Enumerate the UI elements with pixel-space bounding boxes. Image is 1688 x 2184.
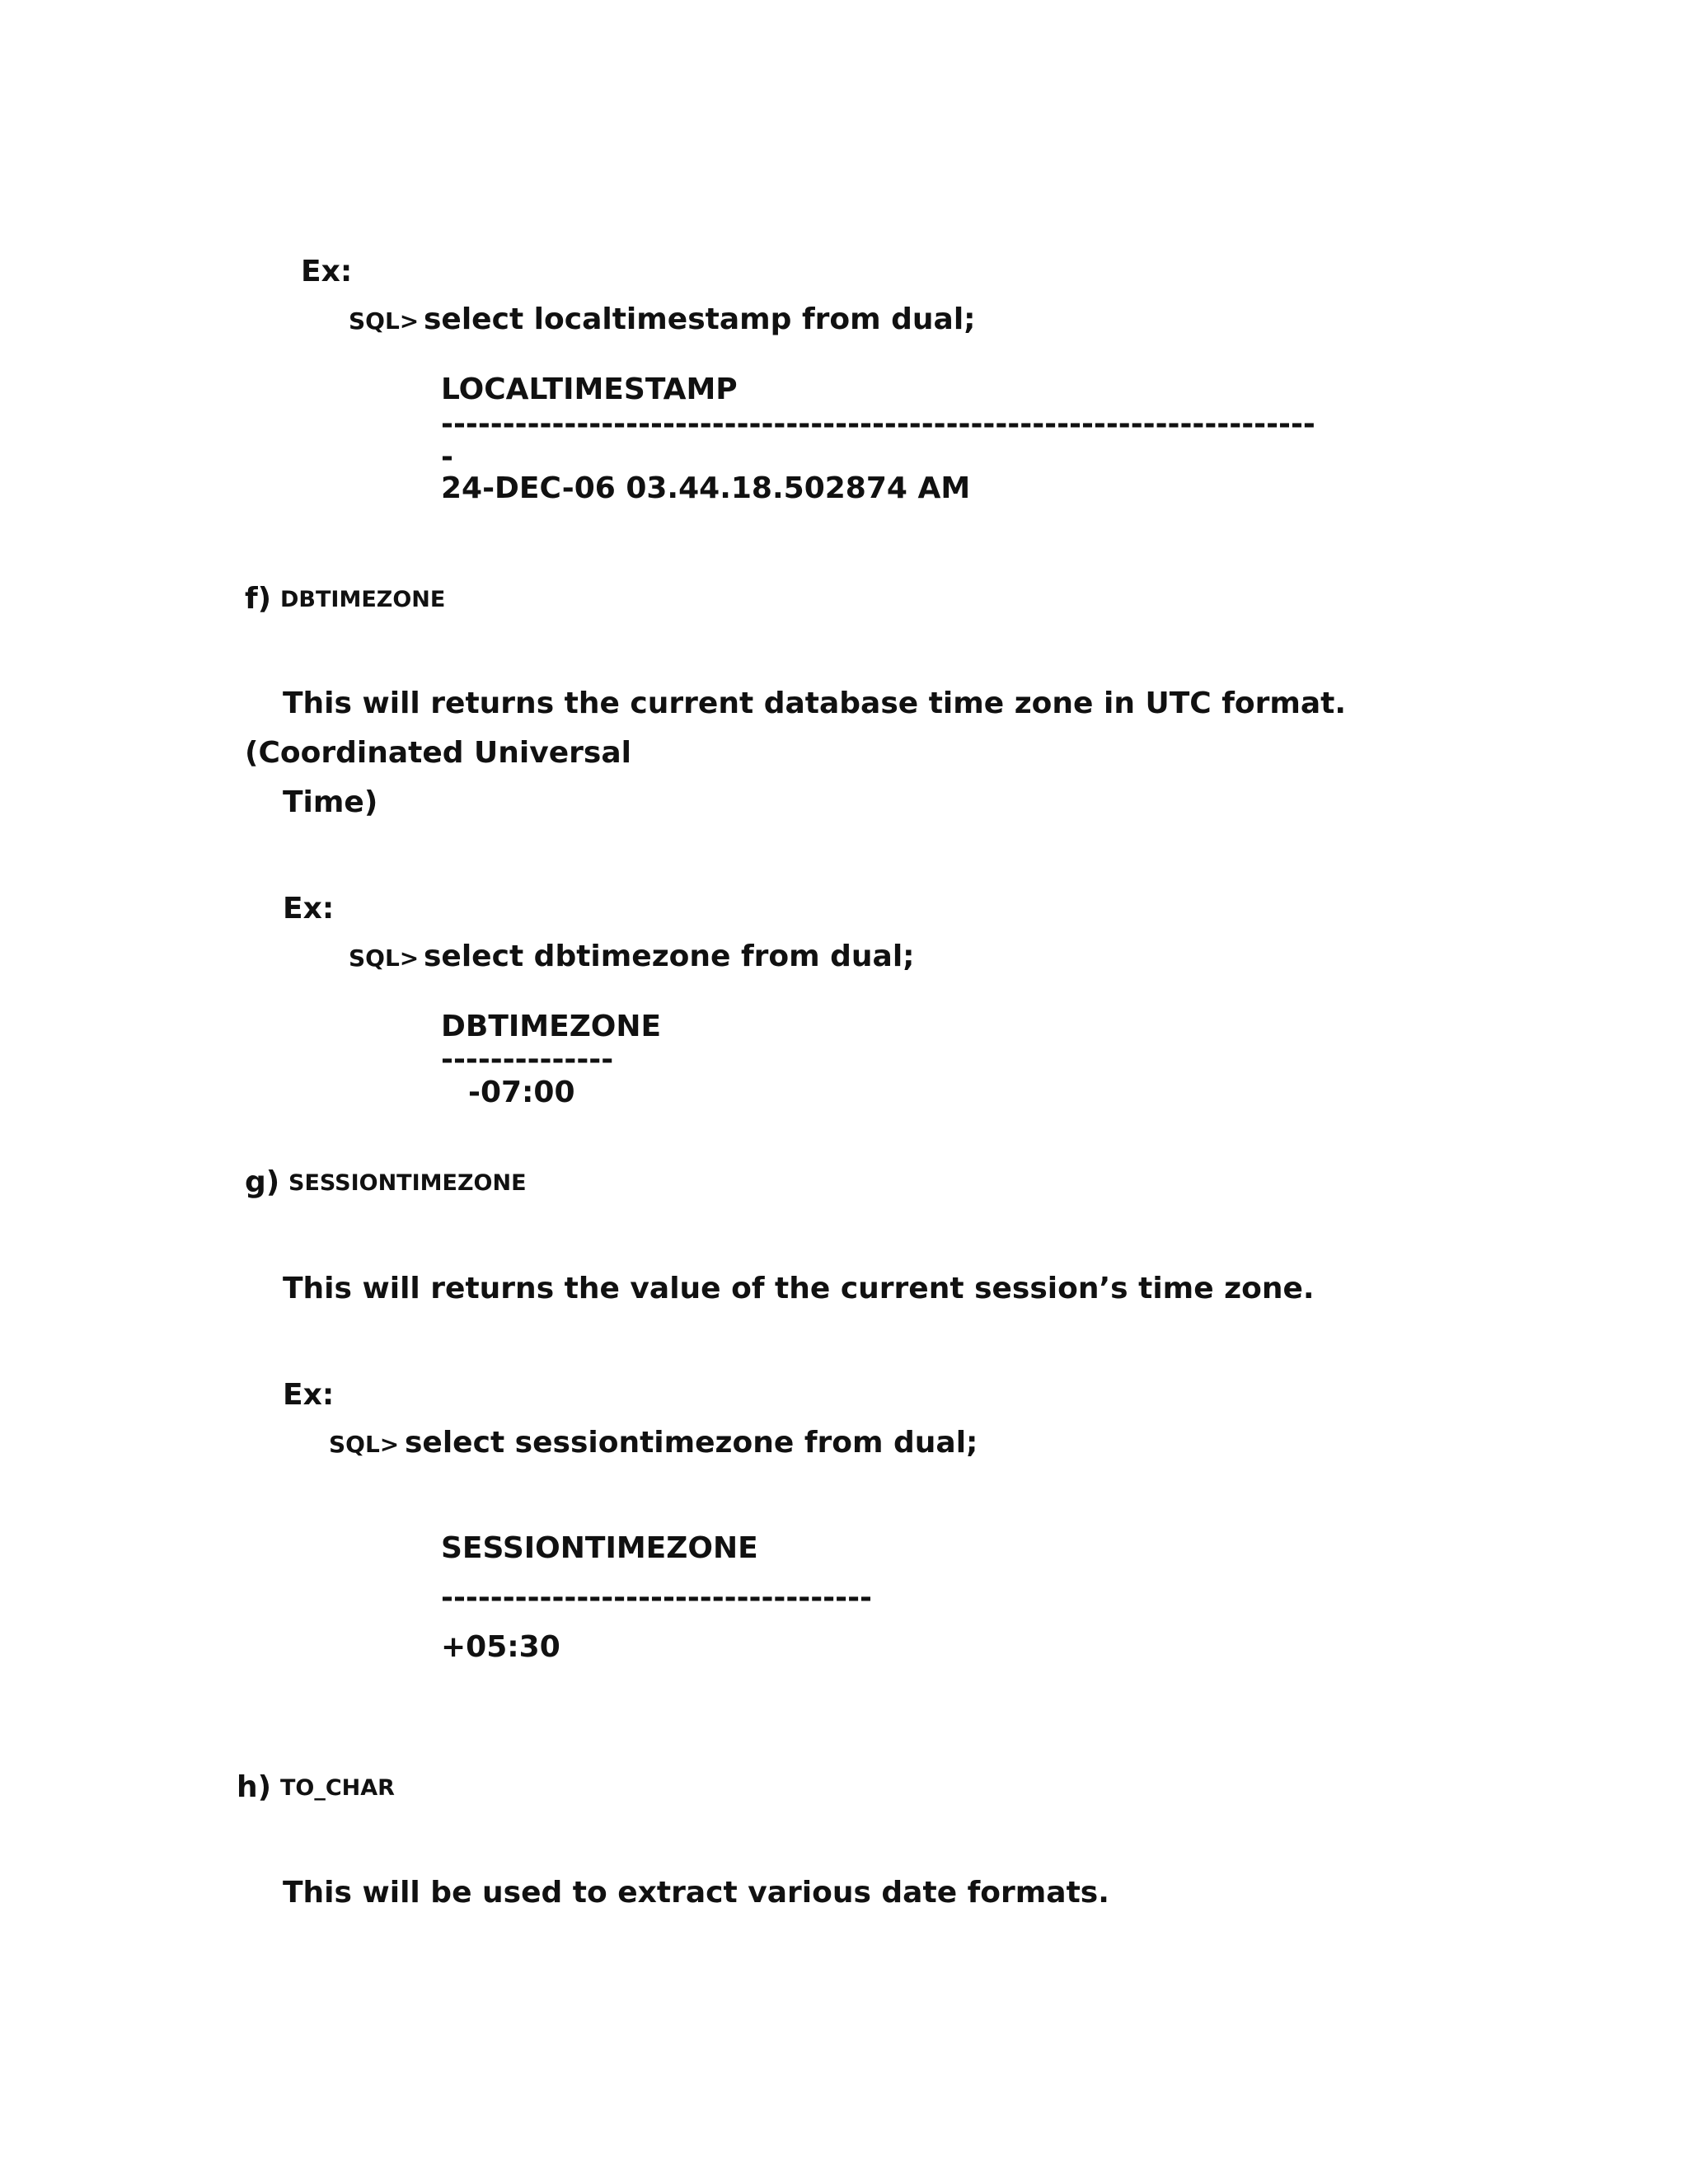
sql-prompt: SQL> [349,944,420,972]
example-label: Ex: [301,255,353,288]
sql-query: select sessiontimezone from dual; [405,1426,978,1460]
column-header: SESSIONTIMEZONE [441,1531,758,1565]
query-result: 24-DEC-06 03.44.18.502874 AM [441,471,971,505]
separator-line: ----------------------------------- [441,1581,872,1615]
sql-prompt: SQL> [349,307,420,335]
section-description: This will returns the current database time zone in UTC format. [283,687,1347,720]
section-title: DBTIMEZONE [280,587,446,612]
section-title: SESSIONTIMEZONE [288,1170,527,1196]
query-result: +05:30 [441,1630,560,1664]
section-letter: h) [237,1770,272,1804]
sql-query: select localtimestamp from dual; [424,302,976,336]
section-letter: g) [245,1165,280,1199]
query-result: -07:00 [468,1076,575,1109]
column-header: DBTIMEZONE [441,1010,662,1043]
sql-prompt: SQL> [329,1431,400,1458]
section-description-cont: (Coordinated Universal [245,736,631,770]
section-description: This will be used to extract various date formats. [283,1876,1109,1910]
section-description-end: Time) [283,785,378,819]
separator-line: ----------------------------------------------------------------------- [441,407,1315,441]
separator-line: -------------- [441,1043,614,1076]
column-header: LOCALTIMESTAMP [441,373,738,406]
section-letter: f) [245,582,272,616]
example-label: Ex: [283,892,335,926]
section-description: This will returns the value of the current session’s time zone. [283,1272,1315,1305]
sql-query: select dbtimezone from dual; [424,940,915,973]
example-label: Ex: [283,1378,335,1412]
separator-line-wrap: - [441,440,453,474]
section-title: TO_CHAR [280,1775,395,1801]
